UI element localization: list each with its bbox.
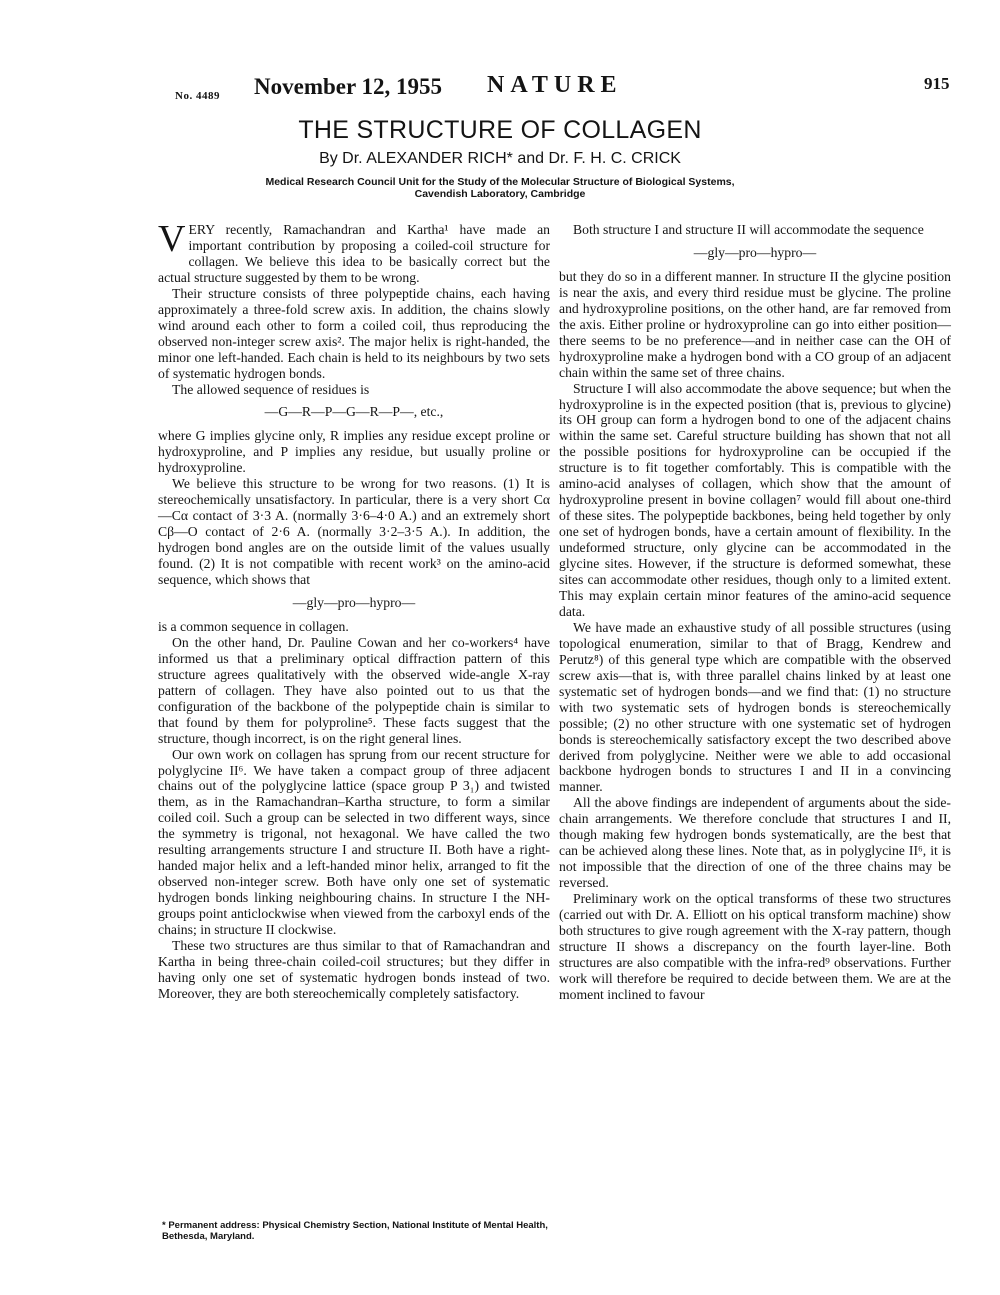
paragraph: We have made an exhaustive study of all possible structures (using topological enumeration, similar to that of Bragg, Kendrew and Perutz⁸) of this general type which are compatible with the observed screw axis—that is, with three parallel chains linked by at least one systematic set of hydrogen bonds—and we find that: (1) no structure with two systematic sets of hydrogen bonds is stereochemically possible; (2) no other structure with one systematic set of hydrogen bonds is stereochemically satisfactory except the two described above derived from polyglycine. Neither were we able to add occasional backbone hydrogen bonds to structures I and II in a convincing manner.: [559, 619, 951, 795]
page-header: [0, 72, 1000, 112]
sequence-formula: —gly—pro—hypro—: [693, 244, 817, 260]
paragraph-intro: [158, 218, 550, 286]
paragraph: The allowed sequence of residues is: [172, 381, 370, 397]
paragraph: Both structure I and structure II will accommodate the sequence: [573, 222, 924, 237]
page-number: 915: [924, 74, 950, 93]
affiliation-line-1: Medical Research Council Unit for the Study of the Molecular Structure of Biological Systems,: [265, 176, 735, 188]
paragraph: Our own work on collagen has sprung from our recent structure for polyglycine II⁶. We have taken a compact group of three adjacent chains out of the polyglycine lattice (space group P 3₁) and twisted them, as in the Ramachandran–Kartha structure, to form a similar coiled coil. Such a group can be selected in two different ways, since the symmetry is trigonal, not hexagonal. We have called the two resulting arrangements structure I and structure II. Both have a right-handed major helix and a left-handed minor helix, arranged to fit the observed non-integer screw. Both have only one set of systematic hydrogen bonds linking neighbouring chains. In structure I the NH-groups point anticlockwise when viewed from the carboxyl ends of the chains; in structure II clockwise.: [158, 746, 550, 938]
journal-name: NATURE: [487, 72, 623, 98]
footnote: * Permanent address: Physical Chemistry Section, National Institute of Mental Health, Bethesda, Maryland.: [162, 1220, 548, 1242]
left-column: [158, 218, 550, 1002]
paragraph: but they do so in a different manner. In structure II the glycine position is near the axis, and every third residue must be glycine. The proline and hydroxyproline positions, on the other hand, are far removed from the axis. Either proline or hydroxyproline can go into either position—there seems to be no preference—and in neither case can the OH of hydroxyproline make a hydrogen bond with a CO group of an adjacent chain within the same set of three chains.: [559, 268, 951, 380]
paragraph: On the other hand, Dr. Pauline Cowan and her co-workers⁴ have informed us that a preliminary optical diffraction pattern of this structure agrees qualitatively with the observed wide-angle X-ray pattern of collagen. They have also pointed out to us that the configuration of the backbone of the polypeptide chain is similar to that found by them for polyproline⁵. These facts suggest that the structure, though incorrect, is on the right general lines.: [158, 634, 550, 746]
right-column: [559, 222, 951, 1003]
article-title: THE STRUCTURE OF COLLAGEN: [298, 116, 702, 144]
issue-number: No. 4489: [175, 90, 220, 102]
paragraph: All the above findings are independent of arguments about the side-chain arrangements. We therefore conclude that structures I and II, though making few hydrogen bonds systematically, are the best that can be achieved along these lines. Note that, as in polyglycine II⁶, it is not impossible that the direction of one of the three chains may be reversed.: [559, 795, 951, 891]
paragraph: Preliminary work on the optical transforms of these two structures (carried out with Dr. A. Elliott on his optical transform machine) show both structures to give rough agreement with the X-ray pattern, though structure II shows a discrepancy on the fourth layer-line. Both structures are also compatible with the infra-red⁹ observations. Further work will therefore be required to decide between them. We are at the moment inclined to favour: [559, 891, 951, 1002]
affiliation-line-2: Cavendish Laboratory, Cambridge: [414, 188, 586, 200]
drop-cap: V: [158, 218, 186, 260]
paragraph: These two structures are thus similar to that of Ramachandran and Kartha in being three-chain coiled-coil structures; but they differ in having only one set of systematic hydrogen bonds instead of two. Moreover, they are both stereochemically completely satisfactory.: [158, 937, 550, 1001]
issue-date: November 12, 1955: [254, 74, 443, 99]
paragraph-intro-text: ERY recently, Ramachandran and Kartha¹ have made an important contribution by proposing a coiled-coil structure for collagen. We believe this idea to be basically correct but the actual structure suggested by them to be wrong.: [158, 222, 550, 285]
sequence-formula: —G—R—P—G—R—P—, etc.,: [264, 404, 444, 420]
paragraph: is a common sequence in collagen.: [158, 618, 349, 634]
paragraph: Structure I will also accommodate the above sequence; but when the hydroxyproline is in the expected position (that is, previous to glycine) its OH group can form a hydrogen bond to one of the adjacent chains within the same set. Careful structure building has shown that not all the possible positions for hydroxyproline can be occupied if the structure is to fit together comfortably. This is compatible with the amino-acid analyses of collagen, which show that the amount of hydroxyproline present in bovine collagen⁷ would fill about one-third of these sites. The polypeptide backbones, being held together by only one set of hydrogen bonds, have a certain amount of flexibility. In the undeformed structure, only glycine can be accommodated in the glycine sites. However, if the structure is deformed somewhat, these sites can accommodate other residues, though only to a limited extent. This may explain certain minor features of the amino-acid sequence data.: [559, 380, 951, 619]
paragraph: We believe this structure to be wrong for two reasons. (1) It is stereochemically unsatisfactory. In particular, there is a very short Cα—Cα contact of 3·3 A. (normally 3·6–4·0 A.) and an extremely short Cβ—O contact of 2·6 A. (normally 3·2–3·5 A.). In addition, the hydrogen bond angles are on the outside limit of the values usually found. (2) It is not compatible with recent work³ on the amino-acid sequence, which shows that: [158, 476, 550, 588]
paragraph: where G implies glycine only, R implies any residue except proline or hydroxyproline, and P implies any residue, but usually proline or hydroxyproline.: [158, 428, 550, 476]
paragraph: Their structure consists of three polypeptide chains, each having approximately a three-fold screw axis. In addition, the chains slowly wind around each other to form a coiled coil, thus reproducing the observed non-integer screw axis². The major helix is right-handed, the minor one left-handed. Each chain is held to its neighbours by two sets of systematic hydrogen bonds.: [158, 285, 550, 381]
article-authors: By Dr. ALEXANDER RICH* and Dr. F. H. C. CRICK: [319, 150, 681, 167]
article-affiliation: [0, 176, 1000, 200]
sequence-formula: —gly—pro—hypro—: [292, 594, 416, 610]
